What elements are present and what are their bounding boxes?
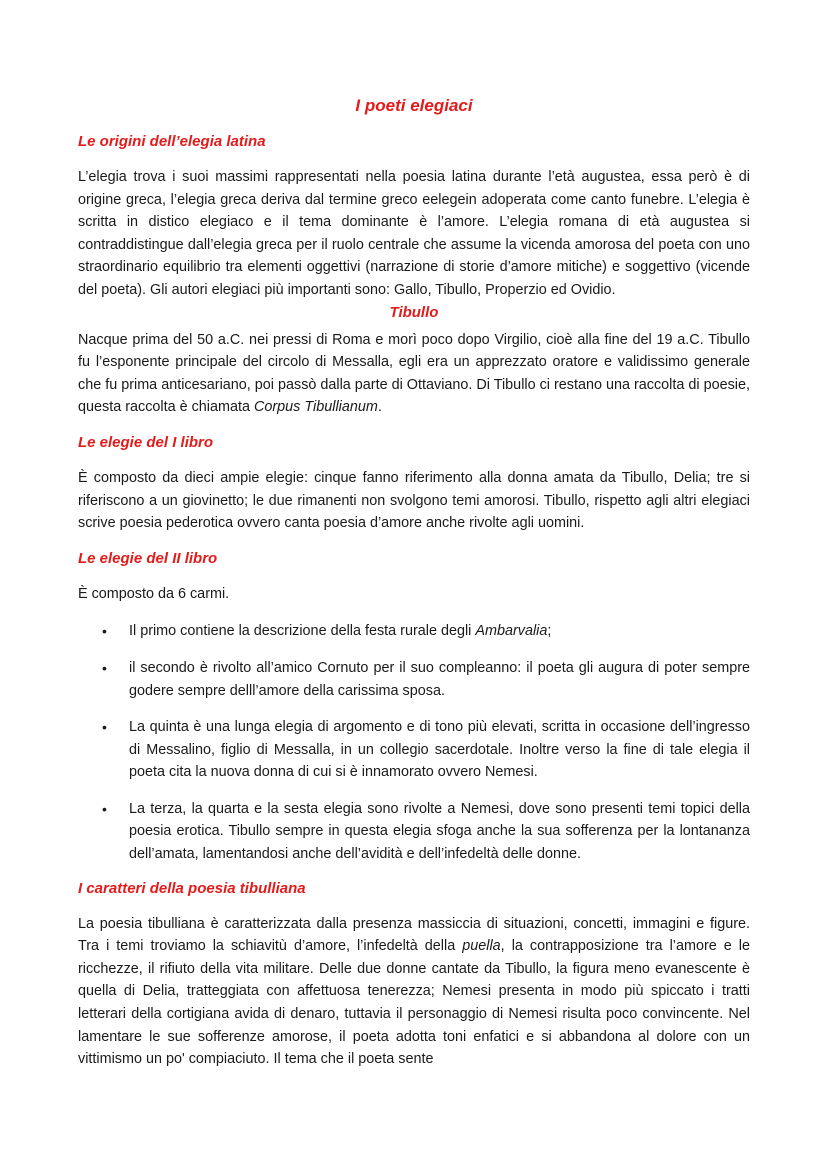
heading-libro-2: Le elegie del II libro [78,549,218,567]
list-item [78,657,750,702]
bullet-icon: • [102,719,107,736]
libro-2-bullet-list [78,620,750,865]
paragraph-libro-2-intro: È composto da 6 carmi. [78,585,230,602]
paragraph-tibullo-text: Nacque prima del 50 a.C. nei pressi di Roma e morì poco dopo Virgilio, cioè alla fine del 19 a.C. Tibullo fu l’esponente principale del circolo di Messalla, egli era un apprezzato oratore e validissimo generale che fu prima anticesariano, poi passò dalla parte di Ottaviano. Di Tibullo ci restano una raccolta di poesie, questa raccolta è chiamata [78,331,750,416]
puella-term: puella [462,938,501,955]
list-item [78,798,750,866]
list-item-text: il secondo è rivolto all’amico Cornuto per il suo compleanno: il poeta gli augura di poter sempre godere sempre delll’amore della carissima sposa. [129,659,750,699]
paragraph-libro-1: È composto da dieci ampie elegie: cinque fanno riferimento alla donna amata da Tibullo, Delia; tre si riferiscono a un giovinetto; le due rimanenti non svolgono temi amorosi. Tibullo, rispetto agli altri elegiaci scrive poesia pederotica ovvero canta poesia d’amore anche rivolte agli uomini. [78,469,750,532]
heading-origini: Le origini dell’elegia latina [78,133,266,150]
corpus-tibullianum-title: Corpus Tibullianum [253,399,378,416]
paragraph-tibullo-end: . [377,399,382,416]
list-item-end: ; [547,623,552,640]
bullet-icon: • [102,800,107,817]
paragraph-caratteri-start: La poesia tibulliana è caratterizzata dalla presenza massiccia di situazioni, concetti, immagini e figure. Tra i temi troviamo la schiavitù d’amore, l’infedeltà della [78,915,750,955]
bullet-icon: • [102,659,107,676]
list-item [78,716,750,784]
ambarvalia-term: Ambarvalia [475,623,548,640]
list-item-text: Il primo contiene la descrizione della festa rurale degli [129,623,476,640]
heading-tibullo: Tibullo [389,303,439,321]
paragraph-tibullo [78,329,750,419]
paragraph-caratteri-end: , la contrapposizione tra l’amore e le ricchezze, il rifiuto della vita militare. Delle due donne cantate da Tibullo, la figura meno evanescente è quella di Delia, tratteggiata con affettuosa tenerezza; Nemesi presenta in modo più spiccato i tratti letterari della cortigiana avida di denaro, tuttavia il personaggio di Nemesi risulta poco convincente. Nel lamentare le sue sofferenze amorose, il poeta adotta toni enfatici e si abbandona al dolore con un vittimismo un po' compiaciuto. Il tema che il poeta sente [78,938,751,1068]
heading-caratteri: I caratteri della poesia tibulliana [78,879,306,897]
paragraph-caratteri [78,913,750,1071]
heading-libro-1: Le elegie del I libro [78,433,214,451]
list-item-text: La terza, la quarta e la sesta elegia sono rivolte a Nemesi, dove sono presenti temi topici della poesia erotica. Tibullo sempre in questa elegia sfoga anche la sua sofferenza per la lontananza dell’amata, lamentandosi anche dell’avidità e dell’infedeltà delle donne. [129,800,750,863]
list-item-text: La quinta è una lunga elegia di argomento e di tono più elevati, scritta in occasione dell’ingresso di Messalino, figlio di Messalla, in un collegio sacerdotale. Inoltre verso la fine di tale elegia il poeta cita la nuova donna di cui si è innamorato ovvero Nemesi. [129,719,750,781]
bullet-icon: • [102,623,107,640]
document-title: I poeti elegiaci [355,96,473,115]
paragraph-origini: L’elegia trova i suoi massimi rappresentati nella poesia latina durante l’età augustea, essa però è di origine greca, l’elegia greca deriva dal termine greco eelegein adoperata come canto funebre. L’elegia è scritta in distico elegiaco e il tema dominante è l’amore. L’elegia romana di età augustea si contraddistingue dall’elegia greca per il ruolo centrale che assume la vicenda amorosa del poeta con uno straordinario equilibrio tra elementi oggettivi (narrazione di storie d’amore mitiche) e soggettivo (vicende del poeta). Gli autori elegiaci più importanti sono: Gallo, Tibullo, Properzio ed Ovidio. [78,169,750,298]
list-item [78,620,750,643]
